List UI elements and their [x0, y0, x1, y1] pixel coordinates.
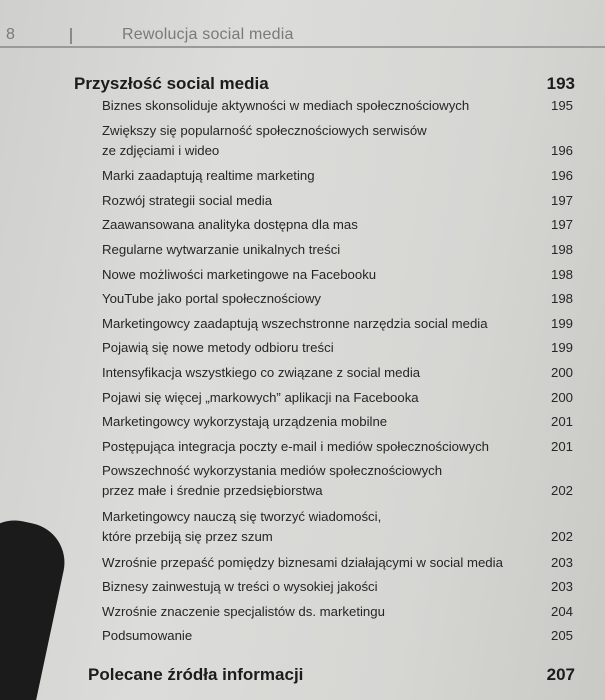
- toc-entry-line: Pojawią się nowe metody odbioru treści: [102, 340, 334, 356]
- toc-entry-title: [102, 507, 522, 547]
- toc-entries: [0, 96, 605, 651]
- toc-entry-title: [102, 577, 522, 597]
- toc-entry-title: [102, 388, 522, 408]
- toc-entry-line: ze zdjęciami i wideo: [102, 142, 220, 158]
- toc-entry-line: Powszechność wykorzystania mediów społecznościowych: [102, 463, 443, 479]
- header-rule: [0, 46, 605, 48]
- toc-entry: [0, 240, 605, 265]
- toc-entry: [0, 96, 605, 121]
- toc-entry: [0, 461, 605, 507]
- toc-entry: [0, 191, 605, 216]
- toc-entry-title: [102, 363, 522, 383]
- toc-entry-line: Wzrośnie znaczenie specjalistów ds. marketingu: [102, 603, 385, 619]
- toc-entry-line: Zaawansowana analityka dostępna dla mas: [102, 217, 358, 233]
- toc-entry-page: 199: [550, 340, 573, 356]
- toc-entry: [0, 412, 605, 437]
- toc-entry: [0, 626, 605, 651]
- toc-entry-line: Biznes skonsoliduje aktywności w mediach społecznościowych: [102, 98, 470, 113]
- running-header: [0, 22, 605, 52]
- toc-entry-line: Regularne wytwarzanie unikalnych treści: [102, 241, 341, 257]
- toc-entry: [0, 553, 605, 578]
- toc-entry-page: 198: [550, 291, 573, 307]
- toc-entry-page: 197: [550, 217, 573, 233]
- toc-entry: [0, 289, 605, 314]
- toc-entry-title: [102, 626, 522, 646]
- section-title: Przyszłość social media: [74, 74, 269, 93]
- section-page: 207: [546, 665, 575, 684]
- toc-entry: [0, 338, 605, 363]
- toc-entry-title: [102, 240, 522, 260]
- toc-entry-title: [102, 412, 522, 432]
- toc-entry-page: 195: [550, 98, 573, 113]
- toc-entry-line: Wzrośnie przepaść pomiędzy biznesami działającymi w social media: [102, 554, 503, 570]
- toc-entry-line: YouTube jako portal społecznościowy: [102, 291, 321, 307]
- toc-entry: [0, 388, 605, 413]
- section-page: 193: [546, 74, 575, 93]
- toc-entry: [0, 215, 605, 240]
- toc-entry-line: Pojawi się więcej „markowych” aplikacji na Facebooka: [102, 389, 419, 405]
- toc-entry-line: Marketingowcy wykorzystają urządzenia mobilne: [102, 414, 388, 430]
- toc-entry-page: 201: [550, 438, 573, 454]
- toc-entry: [0, 577, 605, 602]
- toc-entry-line: Marketingowcy zaadaptują wszechstronne narzędzia social media: [102, 315, 488, 331]
- toc-entry-page: 204: [550, 603, 573, 619]
- toc-entry-title: [102, 461, 522, 501]
- toc-entry-page: 196: [550, 142, 573, 158]
- toc-entry-line: Postępująca integracja poczty e-mail i mediów społecznościowych: [102, 438, 490, 454]
- toc-entry-title: [102, 289, 522, 309]
- toc-entry: [0, 265, 605, 290]
- toc-entry-page: 203: [550, 579, 573, 595]
- book-title: Rewolucja social media: [122, 26, 294, 43]
- toc-entry-page: 200: [550, 389, 573, 405]
- toc-entry: [0, 314, 605, 339]
- toc-entry-page: 197: [550, 192, 573, 208]
- toc-entry-page: 198: [550, 266, 573, 282]
- toc-entry-line: Marki zaadaptują realtime marketing: [102, 168, 315, 184]
- toc-entry-line: Podsumowanie: [102, 628, 193, 644]
- toc-entry-line: Marketingowcy nauczą się tworzyć wiadomości,: [102, 508, 382, 524]
- toc-entry: [0, 437, 605, 462]
- page-number: 8: [6, 26, 15, 43]
- toc-entry-page: 205: [550, 628, 573, 644]
- toc-entry-page: 199: [550, 315, 573, 331]
- toc-entry-title: [102, 553, 522, 573]
- toc-entry-title: [102, 265, 522, 285]
- toc-entry-page: 201: [550, 414, 573, 430]
- header-separator: [70, 28, 72, 44]
- toc-entry-title: [102, 96, 522, 116]
- section-title: Polecane źródła informacji: [88, 665, 304, 684]
- toc-entry-title: [102, 121, 522, 161]
- toc-entry-line: Zwiększy się popularność społecznościowych serwisów: [102, 122, 427, 138]
- toc-entry-line: Rozwój strategii social media: [102, 192, 273, 208]
- toc-entry: [0, 166, 605, 191]
- toc-entry-page: 196: [550, 168, 573, 184]
- toc-entry-title: [102, 191, 522, 211]
- toc-entry-line: które przebiją się przez szum: [102, 528, 273, 544]
- toc-entry-title: [102, 602, 522, 622]
- toc-entry-line: Nowe możliwości marketingowe na Facebooku: [102, 266, 377, 282]
- toc-entry: [0, 602, 605, 627]
- toc-entry-page: 202: [550, 528, 573, 544]
- toc-entry-page: 198: [550, 241, 573, 257]
- toc-entry-line: Intensyfikacja wszystkiego co związane z social media: [102, 364, 421, 380]
- toc-entry-line: Biznesy zainwestują w treści o wysokiej jakości: [102, 579, 378, 595]
- toc-entry: [0, 507, 605, 553]
- toc-entry-page: 202: [550, 483, 573, 499]
- toc-entry-page: 203: [550, 554, 573, 570]
- toc-entry-title: [102, 166, 522, 186]
- toc-entry-title: [102, 437, 522, 457]
- toc-entry-line: przez małe i średnie przedsiębiorstwa: [102, 483, 323, 499]
- toc-entry-title: [102, 215, 522, 235]
- toc-entry-title: [102, 314, 522, 334]
- toc-entry: [0, 121, 605, 167]
- toc-entry-page: 200: [550, 364, 573, 380]
- toc-entry-title: [102, 338, 522, 358]
- toc-entry: [0, 363, 605, 388]
